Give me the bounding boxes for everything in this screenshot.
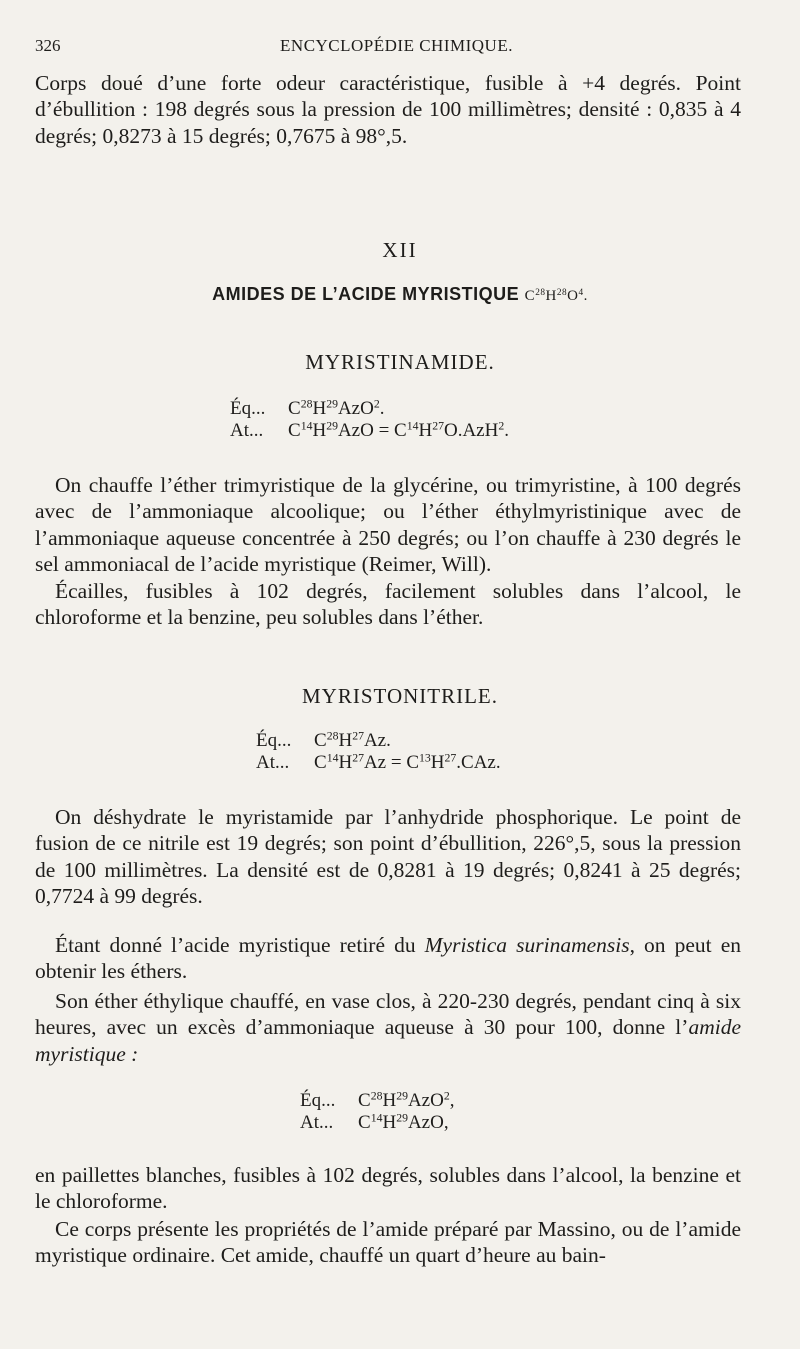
- intro-paragraph: Corps doué d’une forte odeur caractéristique, fusible à +4 degrés. Point d’ébullition : 198 degrés sous la pression de 100 millimètres; densité : 0,835 à 4 degrés; 0,8273 à 15 degrés; 0,7675 à 98°,5.: [35, 71, 741, 148]
- at-formula-row: At... $C^{14}H^{29}AzO$,: [300, 1111, 449, 1133]
- amide-formulas: [300, 1090, 454, 1134]
- myristinamide-paragraph-1: On chauffe l’éther trimyristique de la glycérine, ou trimyristine, à 100 degrés avec de l’ammoniaque alcoolique; ou l’éther éthylmyristinique avec de l’ammoniaque aqueuse concentrée à 250 degrés; ou l’on chauffe à 230 degrés le sel ammoniacal de l’acide myristique (Reimer, Will).: [35, 473, 741, 577]
- myristinamide-formulas: [230, 398, 509, 442]
- myristinamide-paragraph-2: Écailles, fusibles à 102 degrés, facilement solubles dans l’alcool, le chloroforme et la benzine, peu solubles dans l’éther.: [35, 579, 741, 630]
- closing-paragraph-4: Ce corps présente les propriétés de l’amide préparé par Massino, ou de l’amide myristique ordinaire. Cet amide, chauffé un quart d’heure au bain-: [35, 1217, 741, 1268]
- section-title: [0, 284, 800, 305]
- myristonitrile-heading: MYRISTONITRILE.: [301, 684, 499, 708]
- myristonitrile-formulas: [256, 730, 501, 774]
- eq-label: Éq...: [300, 1090, 336, 1111]
- eq-label: Éq...: [230, 398, 266, 419]
- section-formula: $C^{28}H^{28}O^4$.: [524, 287, 588, 304]
- eq-label: Éq...: [256, 730, 292, 751]
- at-label: At...: [300, 1112, 334, 1133]
- page-header: [35, 36, 758, 58]
- closing-paragraph-1: Étant donné l’acide myristique retiré du Myristica surinamensis, on peut en obtenir les éthers.: [35, 933, 742, 984]
- at-formula-row: At... $C^{14}H^{29}AzO = C^{14}H^{27}O.AzH^2$.: [230, 419, 509, 441]
- section-title-text: AMIDES DE L’ACIDE MYRISTIQUE: [212, 284, 520, 304]
- page-number: 326: [35, 36, 61, 55]
- myristonitrile-paragraph: On déshydrate le myristamide par l’anhydride phosphorique. Le point de fusion de ce nitrile est 19 degrés; son point d’ébullition, 226°,5, sous la pression de 100 millimètres. La densité est de 0,8281 à 19 degrés; 0,8241 à 25 degrés; 0,7724 à 99 degrés.: [35, 805, 741, 909]
- myristinamide-heading: MYRISTINAMIDE.: [305, 350, 495, 374]
- eq-formula-row: Éq... $C^{28}H^{29}AzO^2$,: [300, 1089, 455, 1111]
- running-title: ENCYCLOPÉDIE CHIMIQUE.: [280, 36, 513, 55]
- closing-paragraph-3: en paillettes blanches, fusibles à 102 degrés, solubles dans l’alcool, la benzine et le chloroforme.: [35, 1163, 741, 1214]
- section-number: XII: [382, 238, 418, 262]
- eq-formula-row: Éq... $C^{28}H^{29}AzO^2$.: [230, 397, 385, 419]
- eq-formula-row: Éq... $C^{28}H^{27}Az$.: [256, 729, 391, 751]
- at-formula-row: At... $C^{14}H^{27}Az = C^{13}H^{27}.CAz$.: [256, 751, 501, 773]
- at-label: At...: [256, 752, 290, 773]
- at-label: At...: [230, 420, 264, 441]
- closing-paragraph-2: Son éther éthylique chauffé, en vase clos, à 220-230 degrés, pendant cinq à six heures, avec un excès d’ammoniaque aqueuse à 30 pour 100, donne l’amide myristique :: [35, 989, 741, 1066]
